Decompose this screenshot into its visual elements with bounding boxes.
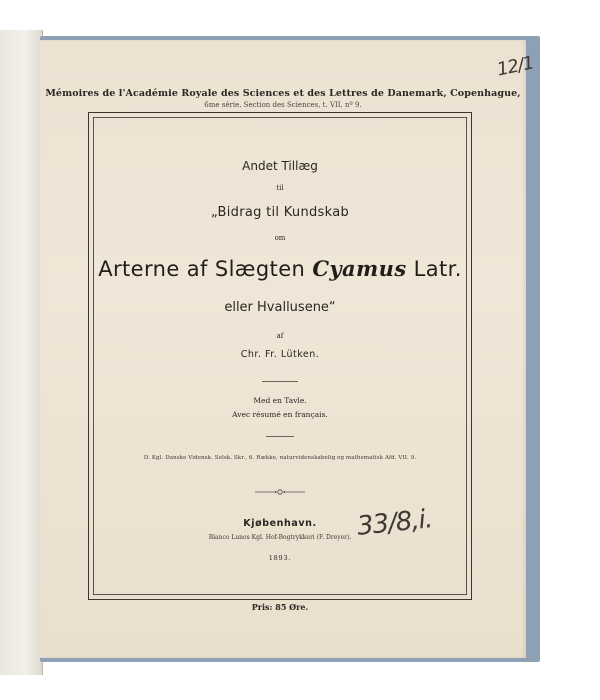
resume-note: Avec résumé en français. [232,410,328,419]
main-title [93,256,467,281]
imprint-printer: Bianco Lunos Kgl. Hof-Bogtrykkeri (F. Dreyer). [208,534,352,541]
title-line1: Andet Tillæg [242,159,318,173]
pencil-note-price: 33/8,i. [355,504,434,542]
title-om: om [274,234,286,242]
series-note: D. Kgl. Danske Vidensk. Selsk. Skr., 6. Række, naturvidenskabelig og mathematisk Afd. VII. 9. [143,455,417,461]
pencil-note-top: 12/1 [495,52,536,81]
title-line2: „Bidrag til Kundskab [210,205,350,220]
main-title-part2: Latr. [406,257,462,281]
left-book-board [0,30,43,675]
divider-rule-2 [266,436,294,437]
price-line: Pris: 85 Øre. [251,602,309,612]
plate-note: Med en Tavle. [253,396,307,405]
ornament-divider [255,487,305,497]
title-line3: eller Hvallusene“ [224,300,336,315]
title-til: til [276,184,284,192]
author-name: Chr. Fr. Lütken. [240,349,320,360]
main-title-part1: Arterne af Slægten [98,257,313,281]
imprint-year: 1893. [268,554,292,562]
divider-rule-1 [262,381,298,382]
title-af: af [276,332,284,340]
series-header-line2: 6me série, Section des Sciences, t. VII, nº 9. [204,101,362,109]
imprint-city: Kjøbenhavn. [243,518,317,529]
series-header-line1: Mémoires de l'Académie Royale des Sciences et des Lettres de Danemark, Copenhague, [45,88,521,99]
main-title-genus: Cyamus [312,256,407,281]
